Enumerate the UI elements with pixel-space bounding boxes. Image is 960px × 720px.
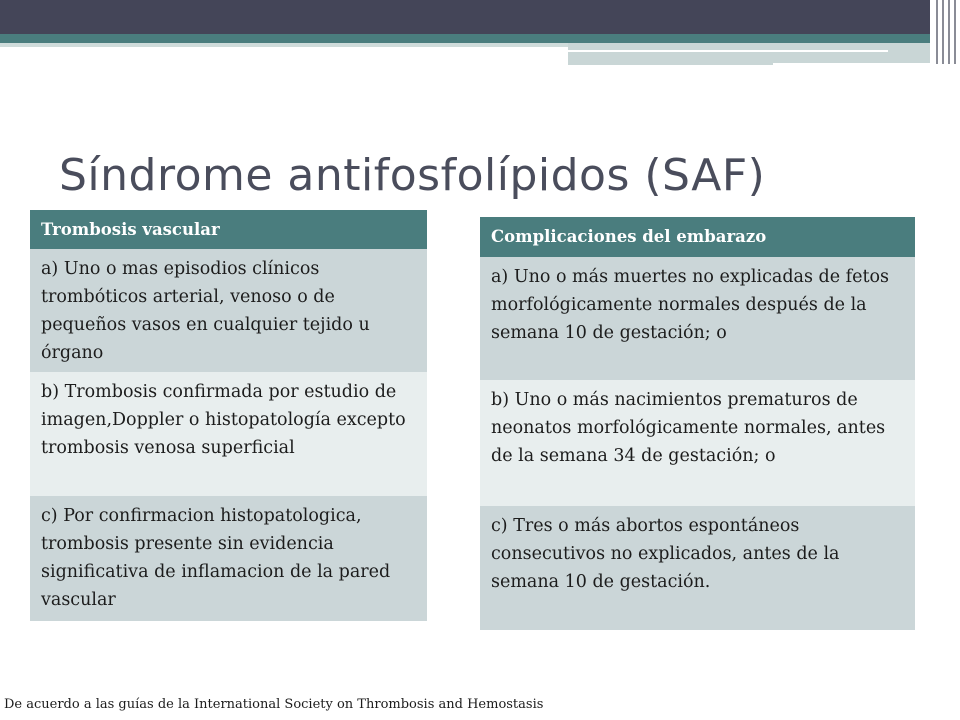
table-row	[480, 506, 915, 630]
top-white-line	[568, 50, 888, 52]
top-bottom-line	[568, 63, 773, 65]
corner-stripes	[930, 0, 960, 64]
top-teal-band	[0, 34, 930, 43]
vascular-thrombosis-table	[30, 210, 427, 621]
table-cell: a) Uno o más muertes no explicadas de fetos morfológicamente normales después de la semana 10 de gestación; o	[480, 257, 915, 380]
top-light-band-left	[0, 43, 568, 47]
table-row	[30, 249, 427, 372]
table-row	[30, 372, 427, 496]
top-dark-band	[0, 0, 930, 34]
table-header: Trombosis vascular	[30, 210, 427, 249]
top-light-band-right	[568, 43, 930, 63]
table-cell: a) Uno o mas episodios clínicos trombóticos arterial, venoso o de pequeños vasos en cualquier tejido u órgano	[30, 249, 427, 372]
table-cell: b) Uno o más nacimientos prematuros de neonatos morfológicamente normales, antes de la semana 34 de gestación; o	[480, 380, 915, 506]
table-header: Complicaciones del embarazo	[480, 217, 915, 257]
source-footnote: De acuerdo a las guías de la International Society on Thrombosis and Hemostasis	[4, 697, 544, 712]
table-row	[30, 496, 427, 621]
pregnancy-complications-table	[480, 217, 915, 630]
table-cell: c) Por confirmacion histopatologica, trombosis presente sin evidencia significativa de inflamacion de la pared vascular	[30, 496, 427, 621]
table-cell: c) Tres o más abortos espontáneos consecutivos no explicados, antes de la semana 10 de gestación.	[480, 506, 915, 630]
table-cell: b) Trombosis confirmada por estudio de imagen,Doppler o histopatología excepto trombosis venosa superficial	[30, 372, 427, 496]
slide-title: Síndrome antifosfolípidos (SAF)	[59, 150, 766, 201]
table-row	[480, 380, 915, 506]
table-row	[480, 257, 915, 380]
